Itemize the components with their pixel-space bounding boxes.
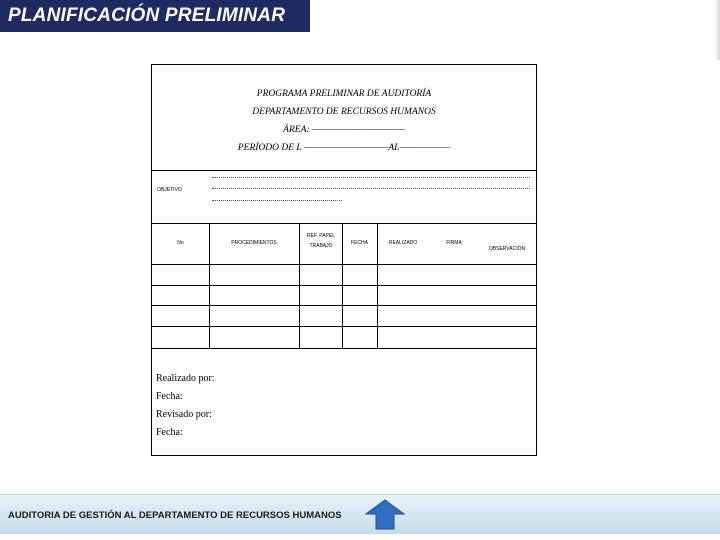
up-arrow-icon[interactable] (364, 498, 406, 530)
column-header-procedures: PROCEDIMIENTOS (231, 240, 277, 246)
column-header-done: REALIZADO (388, 240, 418, 246)
column-header-no: No (177, 240, 184, 246)
signature-done-by: Realizado por: (156, 373, 215, 384)
objective-label: OBJETIVO (157, 187, 182, 193)
form-header-line-period: PERÍODO DE L ——————————AL—————— (237, 143, 451, 153)
column-header-date: FECHA (351, 240, 368, 246)
column-header-signature: FIRMA (446, 240, 462, 246)
footer-title: AUDITORIA DE GESTIÓN AL DEPARTAMENTO DE RECURSOS HUMANOS (8, 510, 342, 521)
audit-program-form (151, 64, 537, 456)
table-column-divider (299, 224, 300, 349)
form-header-line-program: PROGRAMA PRELIMINAR DE AUDITORÍA (256, 89, 432, 99)
column-header-observation: OBSERVACIÓN (488, 246, 526, 252)
form-header (152, 65, 536, 171)
footer-bar (0, 494, 720, 534)
signature-date: Fecha: (156, 391, 183, 402)
objective-dotted-line (212, 177, 530, 178)
form-header-line-area: ÁREA: ——————————— (283, 125, 405, 135)
page-title: PLANIFICACIÓN PRELIMINAR (0, 0, 310, 32)
column-header-ref-work-paper: REF. PAPEL TRABAJO (307, 233, 335, 249)
form-header-line-department: DEPARTAMENTO DE RECURSOS HUMANOS (252, 107, 436, 117)
objective-dotted-line (212, 200, 342, 201)
signature-review-date: Fecha: (156, 427, 183, 438)
objective-dotted-line (212, 188, 530, 189)
objective-section (152, 171, 536, 224)
slide-edge-shadow (714, 0, 720, 60)
signature-reviewed-by: Revisado por: (156, 409, 212, 420)
